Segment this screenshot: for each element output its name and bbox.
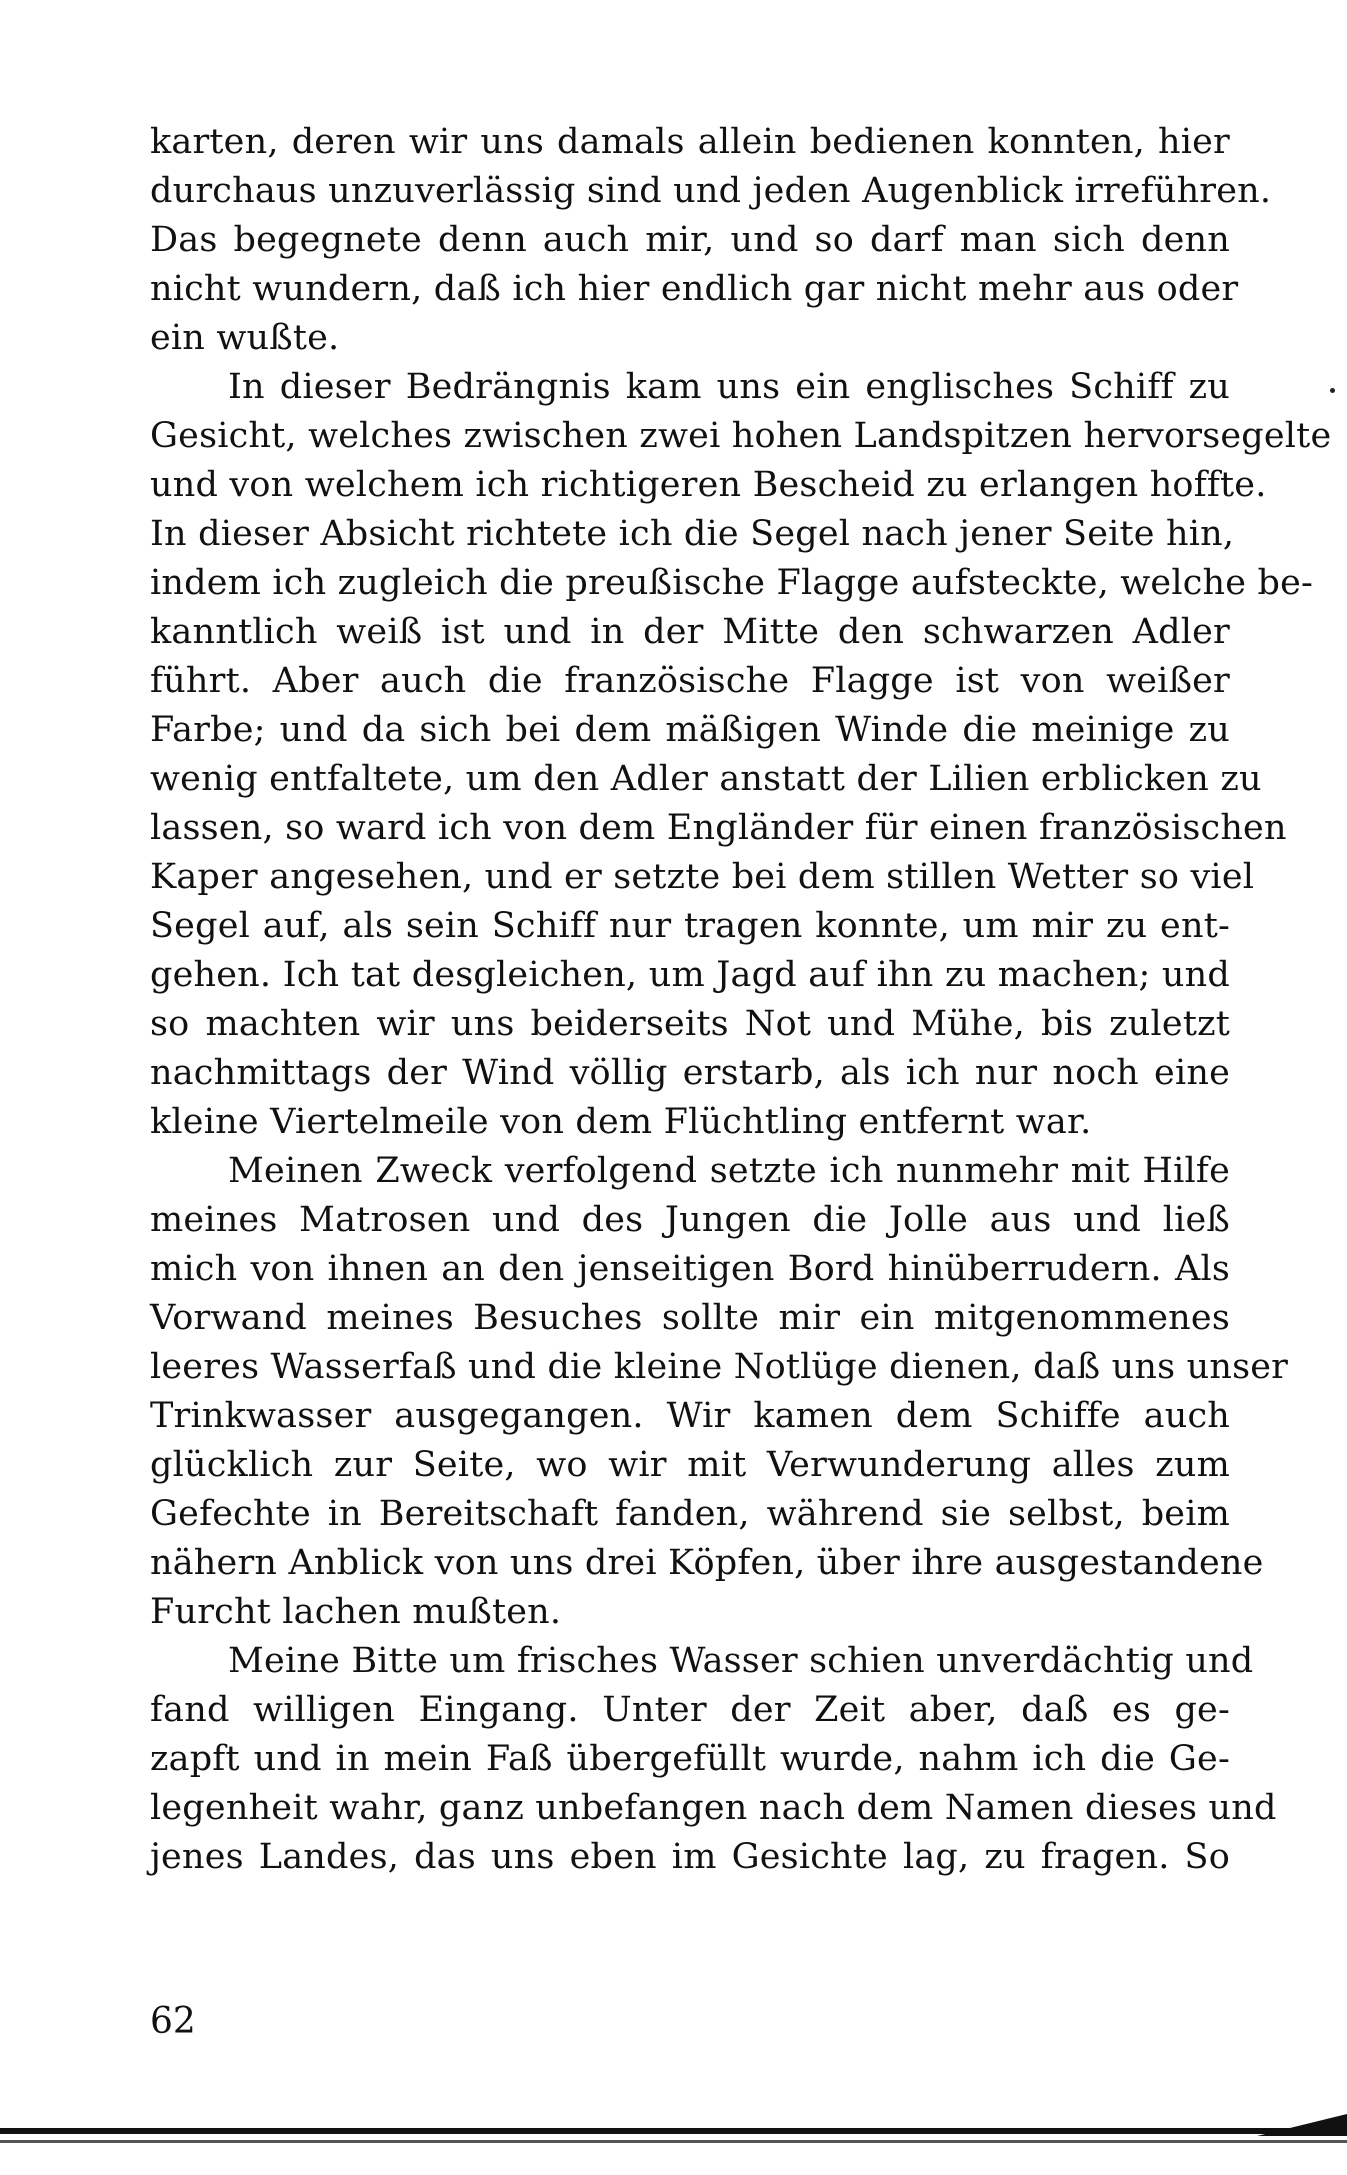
text-line: lassen, so ward ich von dem Engländer für einen französischen [150, 808, 1287, 848]
text-line: In dieser Absicht richtete ich die Segel nach jener Seite hin, [150, 514, 1235, 554]
text-line: und von welchem ich richtigeren Bescheid zu erlangen hoffte. [150, 465, 1267, 505]
text-line: ein wußte. [150, 318, 340, 358]
text-line: nachmittags der Wind völlig erstarb, als ich nur noch eine [150, 1053, 1230, 1093]
text-line: Das begegnete denn auch mir, und so darf man sich denn [150, 220, 1230, 260]
text-line: Meine Bitte um frisches Wasser schien unverdächtig und [228, 1641, 1254, 1681]
text-line: Segel auf, als sein Schiff nur tragen konnte, um mir zu ent- [150, 906, 1230, 946]
text-line: jenes Landes, das uns eben im Gesichte lag, zu fragen. So [150, 1837, 1230, 1877]
margin-speck [1330, 388, 1335, 393]
text-line: wenig entfaltete, um den Adler anstatt der Lilien erblicken zu [150, 759, 1262, 799]
text-line: Vorwand meines Besuches sollte mir ein mitgenommenes [150, 1298, 1230, 1338]
text-line: In dieser Bedrängnis kam uns ein englisches Schiff zu [228, 367, 1230, 407]
text-line: Gesicht, welches zwischen zwei hohen Landspitzen hervorsegelte [150, 416, 1332, 456]
text-line: fand willigen Eingang. Unter der Zeit aber, daß es ge- [150, 1690, 1230, 1730]
text-line: Trinkwasser ausgegangen. Wir kamen dem Schiffe auch [150, 1396, 1230, 1436]
text-line: kanntlich weiß ist und in der Mitte den schwarzen Adler [150, 612, 1230, 652]
text-line: karten, deren wir uns damals allein bedienen konnten, hier [150, 122, 1230, 162]
text-line: gehen. Ich tat desgleichen, um Jagd auf ihn zu machen; und [150, 955, 1230, 995]
text-line: nicht wundern, daß ich hier endlich gar nicht mehr aus oder [150, 269, 1239, 309]
text-line: Meinen Zweck verfolgend setzte ich nunmehr mit Hilfe [228, 1151, 1230, 1191]
text-line: kleine Viertelmeile von dem Flüchtling entfernt war. [150, 1102, 1092, 1142]
text-line: legenheit wahr, ganz unbefangen nach dem Namen dieses und [150, 1788, 1277, 1828]
text-line: Kaper angesehen, und er setzte bei dem stillen Wetter so viel [150, 857, 1255, 897]
text-line: durchaus unzuverlässig sind und jeden Augenblick irreführen. [150, 171, 1272, 211]
bottom-border-line [0, 2128, 1347, 2134]
text-line: leeres Wasserfaß und die kleine Notlüge dienen, daß uns unser [150, 1347, 1289, 1387]
text-line: zapft und in mein Faß übergefüllt wurde, nahm ich die Ge- [150, 1739, 1230, 1779]
text-line: meines Matrosen und des Jungen die Jolle aus und ließ [150, 1200, 1230, 1240]
bottom-border-shadow [0, 2140, 1347, 2143]
text-line: indem ich zugleich die preußische Flagge aufsteckte, welche be- [150, 563, 1314, 603]
text-line: Gefechte in Bereitschaft fanden, während sie selbst, beim [150, 1494, 1230, 1534]
text-line: Farbe; und da sich bei dem mäßigen Winde die meinige zu [150, 710, 1230, 750]
text-line: so machten wir uns beiderseits Not und Mühe, bis zuletzt [150, 1004, 1230, 1044]
text-line: Furcht lachen mußten. [150, 1592, 562, 1632]
page-number: 62 [150, 2001, 196, 2042]
text-line: nähern Anblick von uns drei Köpfen, über ihre ausgestandene [150, 1543, 1264, 1583]
text-line: führt. Aber auch die französische Flagge ist von weißer [150, 661, 1230, 701]
text-line: mich von ihnen an den jenseitigen Bord hinüberrudern. Als [150, 1249, 1230, 1289]
text-line: glücklich zur Seite, wo wir mit Verwunderung alles zum [150, 1445, 1230, 1485]
body-text [150, 118, 1332, 1882]
